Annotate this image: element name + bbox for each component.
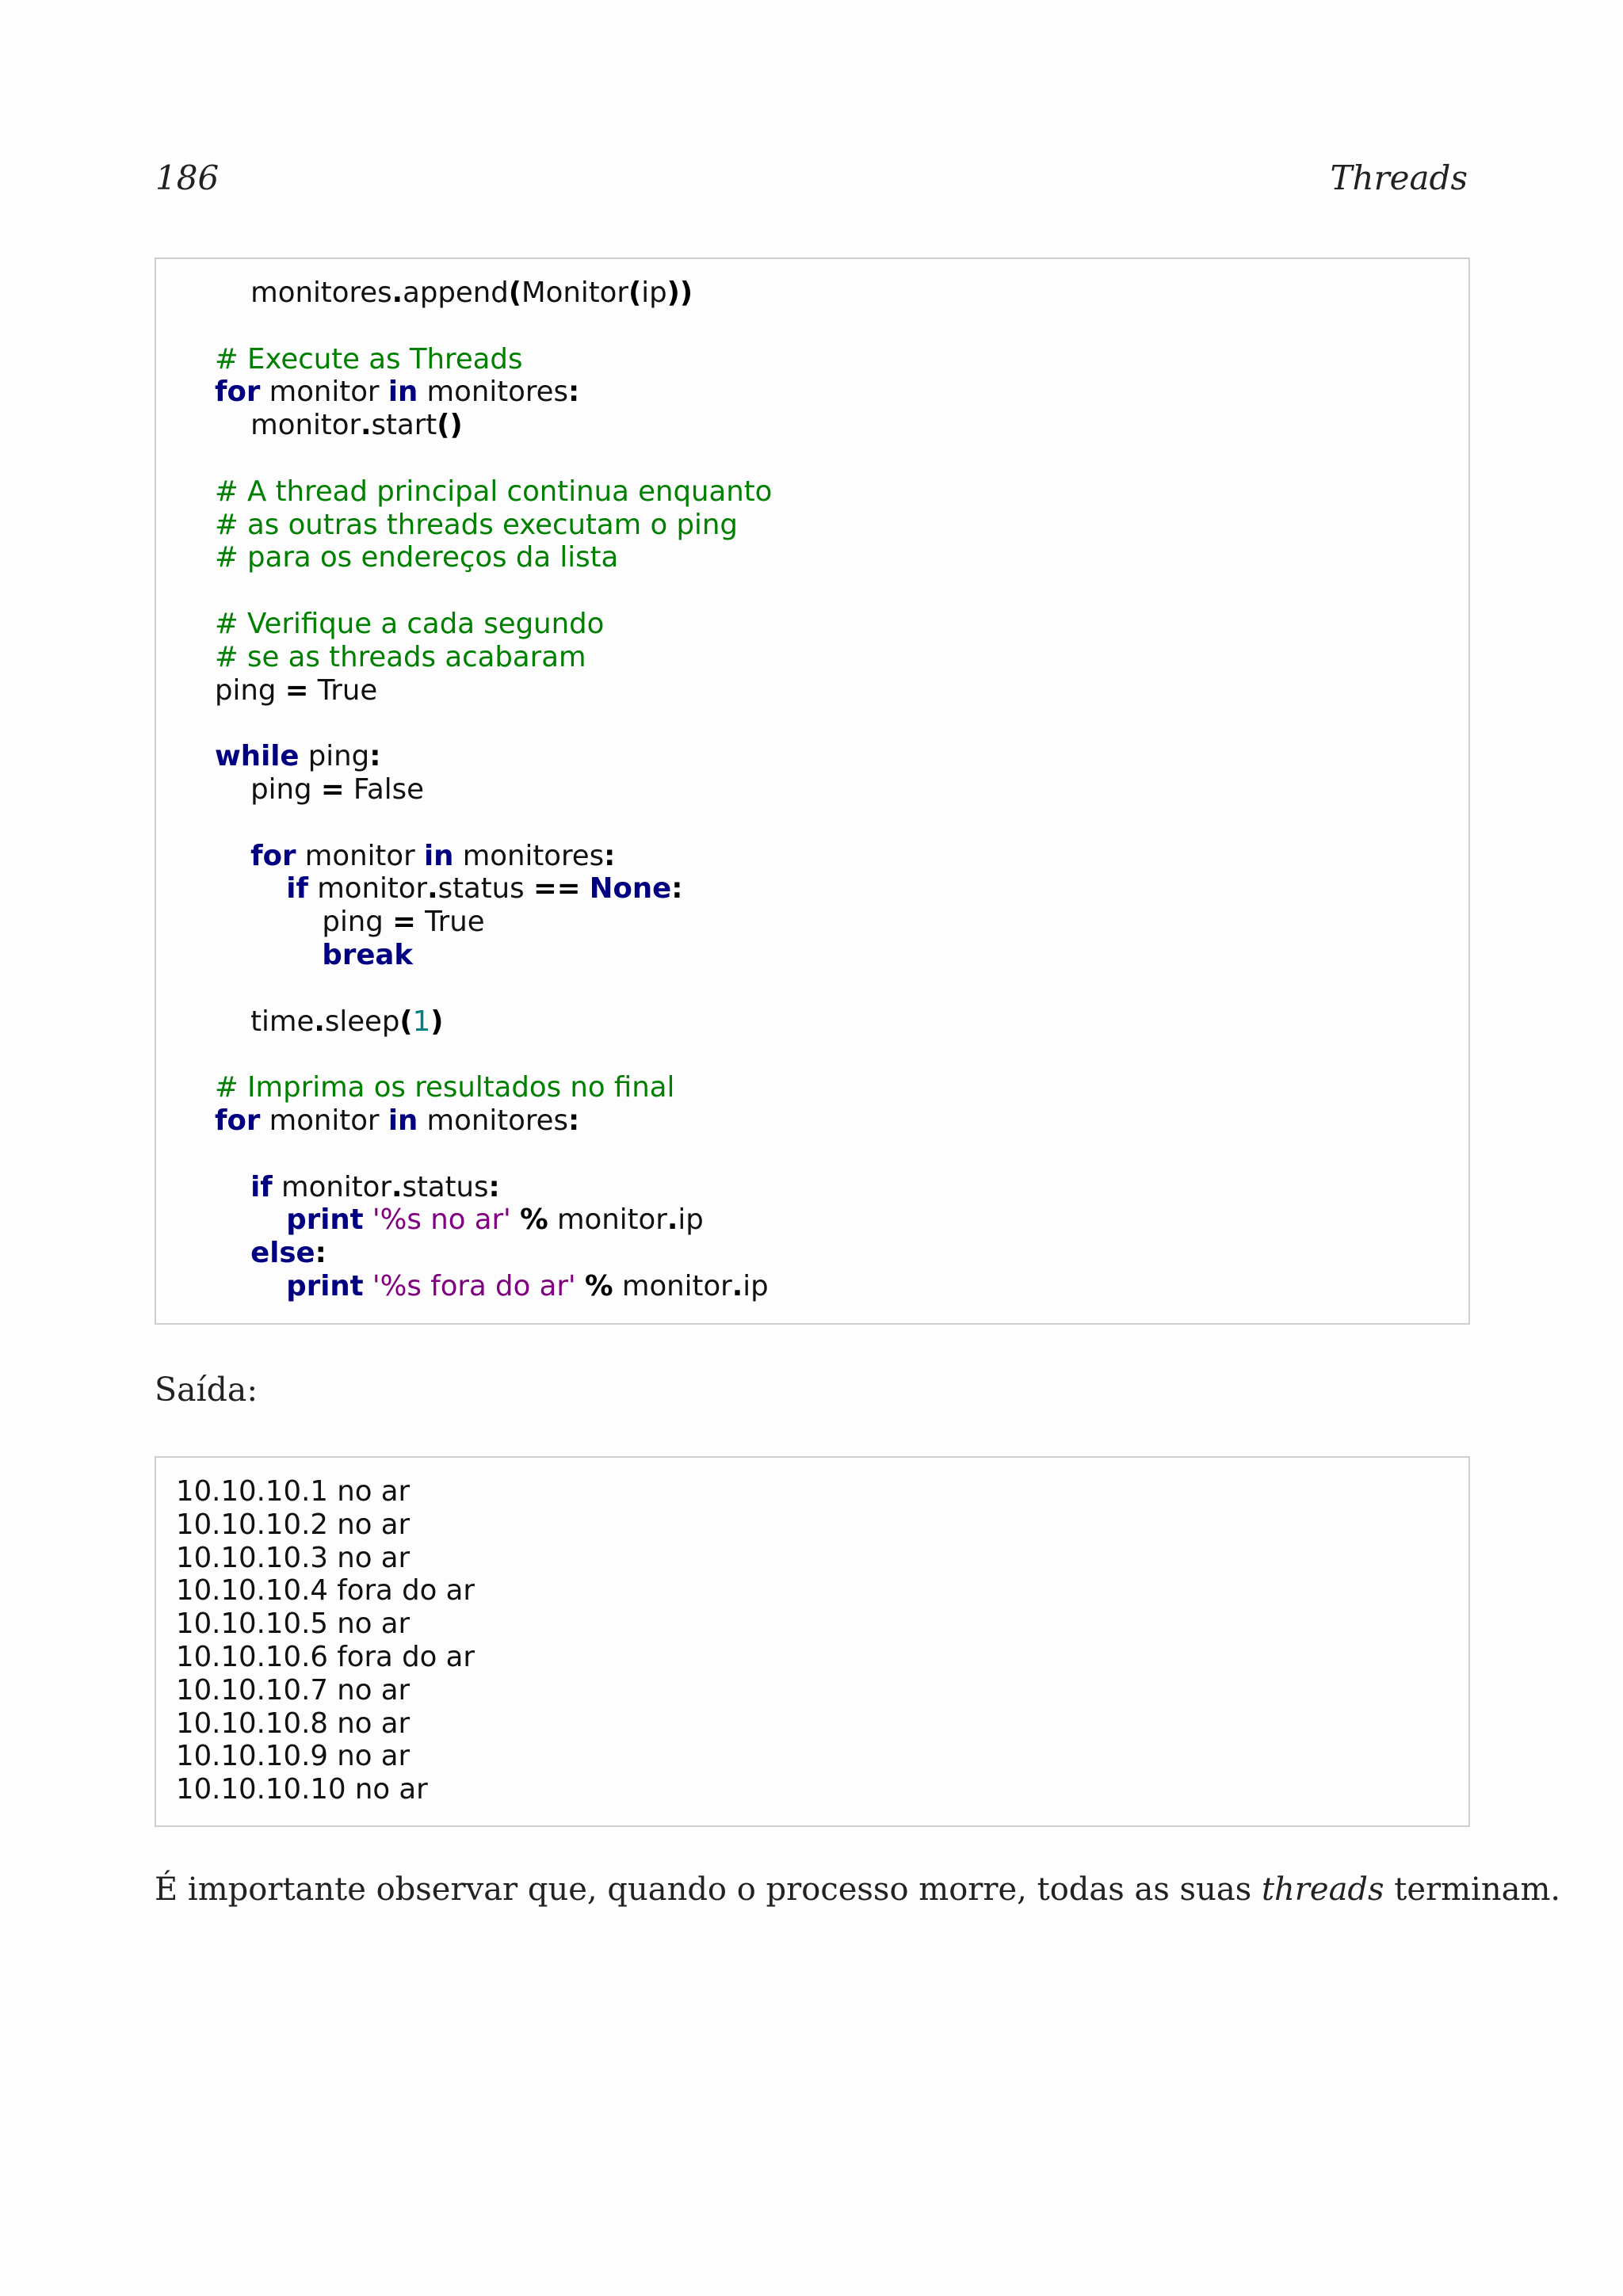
code-token: monitor — [260, 1104, 388, 1137]
code-line — [215, 277, 772, 310]
code-token: ping — [215, 772, 321, 806]
output-listing — [176, 1475, 475, 1806]
code-token: time — [215, 1005, 315, 1038]
code-token: ping — [299, 740, 370, 773]
page-number: 186 — [155, 158, 220, 197]
code-token — [215, 1237, 250, 1269]
code-line — [215, 541, 772, 574]
code-token: for — [215, 376, 261, 409]
code-token: in — [423, 839, 454, 872]
code-token: monitor — [215, 409, 361, 442]
code-token: % — [585, 1269, 613, 1302]
code-token: : — [604, 839, 616, 872]
code-line — [215, 807, 772, 840]
code-token: : — [568, 376, 580, 409]
code-token: # A thread principal continua enquanto — [215, 475, 773, 508]
code-token: . — [427, 872, 438, 906]
code-line — [215, 1270, 772, 1303]
code-line — [215, 1138, 772, 1171]
code-token — [580, 872, 589, 905]
code-token: : — [369, 740, 381, 773]
code-line — [215, 310, 772, 343]
code-line — [215, 1203, 772, 1237]
code-token: monitor — [307, 872, 428, 906]
code-token: while — [215, 740, 300, 773]
code-line — [215, 1005, 772, 1039]
code-token: monitor — [613, 1269, 732, 1302]
output-line: 10.10.10.9 no ar — [176, 1740, 411, 1773]
code-block — [155, 257, 1470, 1325]
code-token: True — [415, 906, 485, 939]
code-line — [215, 442, 772, 475]
code-token: monitores — [453, 839, 605, 872]
code-token: monitores — [418, 376, 569, 409]
code-line — [215, 840, 772, 873]
code-token: ping — [215, 906, 393, 939]
code-token: . — [361, 409, 372, 442]
code-token — [576, 1270, 585, 1302]
code-line — [215, 872, 772, 906]
code-line — [215, 1038, 772, 1071]
output-caption: Saída: — [155, 1371, 258, 1409]
code-token: : — [315, 1237, 327, 1270]
code-token: : — [568, 1104, 580, 1137]
code-token: monitor — [296, 839, 424, 872]
code-token: if — [250, 1170, 273, 1203]
code-token: sleep — [324, 1005, 400, 1038]
output-line: 10.10.10.3 no ar — [176, 1541, 411, 1574]
code-token: status — [402, 1170, 489, 1203]
code-line — [215, 1237, 772, 1270]
output-line: 10.10.10.10 no ar — [176, 1773, 428, 1806]
code-token: # para os endereços da lista — [215, 541, 619, 574]
code-token: )) — [666, 277, 693, 309]
code-token: . — [314, 1005, 325, 1038]
code-token: . — [731, 1269, 743, 1302]
code-token: None — [589, 872, 672, 906]
code-token — [215, 1171, 250, 1203]
code-token: in — [388, 1104, 418, 1137]
code-token: in — [388, 376, 418, 409]
code-line — [215, 1104, 772, 1138]
code-token: ip — [641, 277, 667, 309]
output-line: 10.10.10.5 no ar — [176, 1608, 411, 1641]
code-token: == — [533, 872, 581, 906]
code-token: if — [286, 872, 308, 906]
output-block — [155, 1456, 1470, 1827]
code-token: monitor — [548, 1203, 667, 1237]
code-line — [215, 409, 772, 442]
paragraph-emphasis: threads — [1261, 1871, 1384, 1908]
code-token — [215, 1203, 286, 1236]
code-token: ( — [399, 1005, 413, 1038]
code-line — [215, 1171, 772, 1204]
code-line — [215, 707, 772, 740]
code-line — [215, 509, 772, 542]
code-token — [215, 1270, 286, 1302]
code-line — [215, 475, 772, 509]
output-line: 10.10.10.4 fora do ar — [176, 1574, 475, 1608]
code-token: ip — [678, 1203, 704, 1237]
code-token: 1 — [412, 1005, 431, 1038]
code-token — [364, 1270, 372, 1302]
code-line — [215, 376, 772, 409]
code-token: monitor — [260, 376, 388, 409]
code-token: ) — [430, 1005, 444, 1038]
code-line — [215, 939, 772, 972]
code-token: % — [520, 1203, 548, 1237]
code-token: start — [371, 409, 437, 442]
code-token: = — [320, 772, 345, 806]
code-token: monitor — [272, 1170, 391, 1203]
code-token: for — [250, 839, 296, 872]
code-token: . — [391, 277, 403, 309]
code-token: monitores — [215, 277, 392, 309]
code-token: # Execute as Threads — [215, 342, 523, 376]
code-token — [215, 939, 322, 971]
code-token: True — [308, 673, 378, 707]
code-token: # as outras threads executam o ping — [215, 508, 738, 541]
code-token: () — [437, 409, 463, 442]
output-line: 10.10.10.1 no ar — [176, 1475, 411, 1508]
code-token: : — [488, 1170, 500, 1203]
code-token: # Verifique a cada segundo — [215, 607, 605, 640]
code-line — [215, 608, 772, 641]
code-token: '%s fora do ar' — [372, 1269, 576, 1302]
code-line — [215, 1071, 772, 1104]
chapter-title: Threads — [1330, 158, 1468, 197]
code-token — [215, 872, 286, 905]
code-token: # Imprima os resultados no final — [215, 1071, 675, 1104]
code-token: ( — [628, 277, 642, 309]
code-token: . — [391, 1170, 403, 1203]
code-token: break — [322, 938, 413, 971]
code-token: . — [666, 1203, 678, 1237]
code-token: monitores — [418, 1104, 569, 1137]
code-token: = — [392, 906, 416, 939]
output-line: 10.10.10.8 no ar — [176, 1707, 411, 1740]
code-line — [215, 574, 772, 608]
code-token: else — [250, 1237, 315, 1270]
code-token: ( — [508, 277, 522, 309]
code-token: = — [285, 673, 309, 707]
code-line — [215, 641, 772, 674]
paragraph-text-after: terminam. — [1384, 1871, 1561, 1908]
code-line — [215, 343, 772, 376]
code-line — [215, 740, 772, 773]
paragraph-text-before: É importante observar que, quando o processo morre, todas as suas — [155, 1871, 1262, 1908]
code-token: append — [403, 277, 509, 309]
code-token: print — [286, 1269, 364, 1302]
code-token — [511, 1203, 520, 1236]
code-token: Monitor — [521, 277, 628, 309]
body-paragraph — [155, 1871, 1560, 1908]
code-listing — [215, 277, 772, 1303]
code-token: # se as threads acabaram — [215, 640, 586, 673]
code-token: : — [671, 872, 683, 906]
code-token: ip — [743, 1269, 769, 1302]
output-line: 10.10.10.2 no ar — [176, 1508, 411, 1541]
output-line: 10.10.10.6 fora do ar — [176, 1640, 475, 1673]
code-token: '%s no ar' — [372, 1203, 511, 1237]
code-line — [215, 773, 772, 807]
code-line — [215, 906, 772, 939]
code-token: print — [286, 1203, 364, 1237]
output-line: 10.10.10.7 no ar — [176, 1673, 411, 1707]
code-token — [364, 1203, 372, 1236]
code-line — [215, 674, 772, 707]
code-token — [215, 840, 250, 872]
code-line — [215, 972, 772, 1005]
code-token: status — [437, 872, 533, 906]
code-token: for — [215, 1104, 261, 1137]
code-token: False — [344, 772, 425, 806]
code-token: ping — [215, 673, 285, 707]
